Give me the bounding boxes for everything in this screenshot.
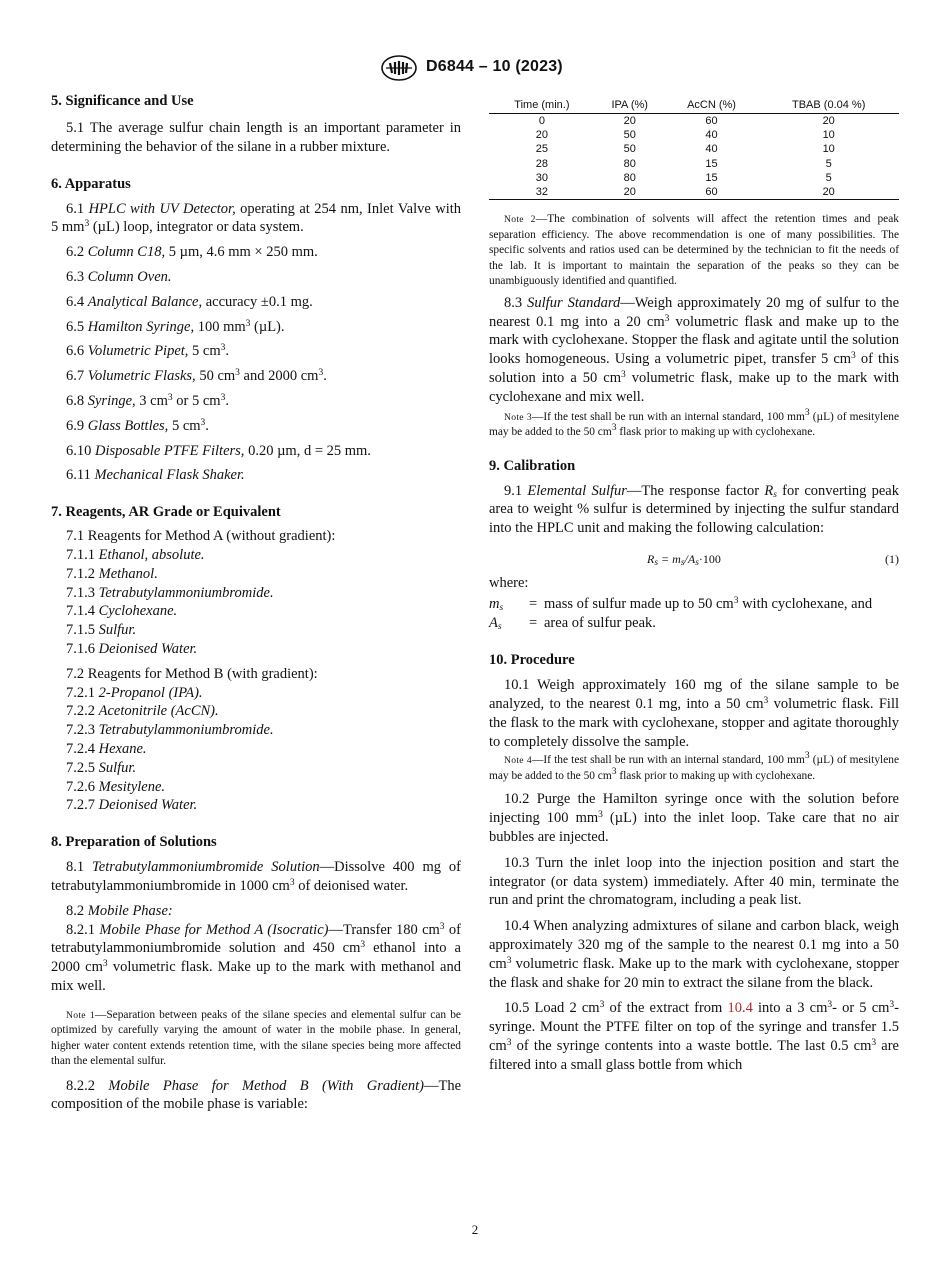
list-item: 7.2.7 Deionised Water. xyxy=(66,797,198,814)
table-cell: 32 xyxy=(489,185,595,200)
table-cell: 50 xyxy=(623,129,636,142)
paragraph-5-1: 5.1 The average sulfur chain length is an important parameter in determining the behavior of the silane in a rubber mixture. xyxy=(51,120,461,155)
table-cell: 30 xyxy=(535,171,549,184)
table-cell: 40 xyxy=(705,143,718,156)
table-cell: 0 xyxy=(538,115,545,127)
method-a-reagent-list xyxy=(51,546,461,659)
right-column xyxy=(489,92,899,1075)
table-cell: 15 xyxy=(705,171,718,184)
table-header-row xyxy=(489,99,899,114)
table-cell: 15 xyxy=(705,157,718,170)
list-item: 7.1.4 Cyclohexane. xyxy=(66,603,178,620)
table-cell: 20 xyxy=(758,185,899,200)
where-label: where: xyxy=(489,574,529,591)
item-6-11: 6.11 Mechanical Flask Shaker. xyxy=(66,467,245,484)
page-header xyxy=(0,54,950,84)
note-4: Note 4—If the test shall be run with an internal standard, 100 $mm^3$ (µL) of mesitylene may be added to the 50 $cm^3$ flask prior to making up with cyclohexane. xyxy=(489,751,899,782)
list-item: 7.1.5 Sulfur. xyxy=(66,622,137,639)
list-item: 7.1.1 Ethanol, absolute. xyxy=(66,546,205,563)
table-cell: 80 xyxy=(623,157,636,170)
left-column xyxy=(51,92,461,1114)
list-item: 7.1.6 Deionised Water. xyxy=(66,640,198,657)
paragraph-9-1: 9.1 Elemental Sulfur—The response factor $R_s$ for converting peak area to weight % sulfur is determined by injecting the sulfur standard into the HPLC unit and making the following calculation: xyxy=(489,482,899,537)
item-6-9: 6.9 Glass Bottles, 5 $cm^3$. xyxy=(66,417,209,434)
table-cell: 20 xyxy=(595,185,665,200)
item-6-4: 6.4 Analytical Balance, accuracy ±0.1 mg. xyxy=(66,293,313,310)
method-b-reagent-list xyxy=(51,684,461,816)
paragraph-8-2-2: 8.2.2 Mobile Phase for Method B (With Gradient)—The composition of the mobile phase is variable: xyxy=(51,1077,462,1113)
paragraph-10-4: 10.4 When analyzing admixtures of silane and carbon black, weigh approximately 320 mg of the sample to the nearest 0.1 mg into a 50 $cm^3$ volumetric flask. Make up to the mark with cyclohexane, stopper the flask and shake for 20 min to extract the silane from the black. xyxy=(489,918,899,991)
table-cell: 20 xyxy=(623,115,636,127)
table-row xyxy=(489,171,899,185)
table-cell: 10 xyxy=(822,129,835,142)
document-id: D6844 – 10 (2023) xyxy=(426,58,563,75)
equation-number: (1) xyxy=(885,551,899,566)
table-cell: 60 xyxy=(705,115,718,127)
table-cell: 80 xyxy=(623,171,636,184)
table-row xyxy=(489,157,899,171)
table-cell: 20 xyxy=(535,129,549,142)
definition-ms: $m_s$ = mass of sulfur made up to 50 $cm^3$ with cyclohexane, and xyxy=(489,595,873,613)
list-item: 7.2.1 2-Propanol (IPA). xyxy=(66,684,203,701)
list-item: 7.1.3 Tetrabutylammoniumbromide. xyxy=(66,584,274,601)
column-header: IPA (%) xyxy=(595,99,665,114)
list-item: 7.2.4 Hexane. xyxy=(66,740,147,757)
table-row xyxy=(489,128,899,142)
paragraph-8-3: 8.3 Sulfur Standard—Weigh approximately 20 mg of sulfur to the nearest 0.1 mg into a 20 $cm^3$ volumetric flask and make up to the mark with cyclohexane. Stopper the flask and agitate until the solution looks homogeneous. Using a volumetric pipet, transfer 5 $cm^3$ of this solution into a 50 $cm^3$ volumetric flask, make up to the mark with cyclohexane and mix well. xyxy=(489,294,900,405)
paragraph-10-3: 10.3 Turn the inlet loop into the injection position and start the integrator (or data system) immediately. After 40 min, terminate the run and print the chromatogram, including a peak list. xyxy=(489,854,899,909)
page-number: 2 xyxy=(471,1222,479,1237)
paragraph-8-2: 8.2 Mobile Phase: xyxy=(66,902,173,919)
table-cell: 50 xyxy=(623,143,636,156)
equation-1 xyxy=(489,548,899,572)
list-item: 7.2.3 Tetrabutylammoniumbromide. xyxy=(66,722,274,739)
table-cell: 28 xyxy=(535,157,549,170)
paragraph-10-5: 10.5 Load 2 $cm^3$ of the extract from 10.4 into a 3 $cm^3-$ or 5 $cm^3$-syringe. Mount the PTFE filter on top of the syringe and transfer 1.5 $cm^3$ of the syringe contents into a waste bottle. The last 0.5 $cm^3$ are filtered into a small glass bottle from which xyxy=(489,1000,899,1073)
table-row xyxy=(489,142,899,156)
section-9-heading: 9. Calibration xyxy=(489,457,576,474)
equation-body: $R_s = m_s/A_s\cdot 100$ xyxy=(647,551,721,568)
paragraph-8-1: 8.1 Tetrabutylammoniumbromide Solution—Dissolve 400 mg of tetrabutylammoniumbromide in 1000 $cm^3$ of deionised water. xyxy=(51,859,461,894)
table-cell: 10 xyxy=(822,143,835,156)
paragraph-10-1: 10.1 Weigh approximately 160 mg of the silane sample to be analyzed, to the nearest 0.1 mg, into a 50 $cm^3$ volumetric flask. Fill the flask to the mark with cyclohexane, stopper and agitate thoroughly to completely dissolve the sample. xyxy=(489,677,900,750)
item-6-3: 6.3 Column Oven. xyxy=(66,268,172,285)
table-cell: 40 xyxy=(705,129,718,142)
note-3: Note 3—If the test shall be run with an internal standard, 100 $mm^3$ (µL) of mesitylene may be added to the 50 $cm^3$ flask prior to making up with cyclohexane. xyxy=(489,407,899,438)
item-6-2: 6.2 Column C18, 5 µm, 4.6 mm × 250 mm. xyxy=(66,244,318,261)
astm-logo-icon xyxy=(380,54,418,82)
section-10-4-link[interactable]: 10.4 xyxy=(727,1000,753,1017)
list-item: 7.2.5 Sulfur. xyxy=(66,759,137,776)
paragraph-10-2: 10.2 Purge the Hamilton syringe once with the solution before injecting 100 $mm^3$ (µL) into the inlet loop. Take care that no air bubbles are injected. xyxy=(489,791,899,846)
table-row xyxy=(489,185,899,200)
column-header: AcCN (%) xyxy=(665,99,759,114)
subsection-7-1-title: 7.1 Reagents for Method A (without gradient): xyxy=(66,528,336,545)
table-cell: 20 xyxy=(822,115,835,127)
paragraph-6-1: 6.1 HPLC with UV Detector, operating at 254 nm, Inlet Valve with 5 $mm^3$ (µL) loop, integrator or data system. xyxy=(51,200,462,236)
table-cell: 25 xyxy=(535,143,549,156)
item-6-10: 6.10 Disposable PTFE Filters, 0.20 µm, d = 25 mm. xyxy=(66,442,371,459)
table-row xyxy=(489,114,899,129)
paragraph-8-2-1: 8.2.1 Mobile Phase for Method A (Isocratic)—Transfer 180 $cm^3$ of tetrabutylammoniumbromide solution and 450 $cm^3$ ethanol into a 2000 $cm^3$ volumetric flask. Make up to the mark with methanol and mix well. xyxy=(51,921,461,994)
item-6-7: 6.7 Volumetric Flasks, 50 $cm^3$ and 2000 $cm^3$. xyxy=(66,368,327,385)
table-cell: 5 xyxy=(825,171,832,184)
note-1: Note 1—Separation between peaks of the silane species and elemental sulfur can be optimized by carefully varying the amount of water in the mobile phase. In general, higher water content extends retention time, with the silane species being more affected than the elemental sulfur. xyxy=(51,1008,461,1068)
definition-as: $A_s$ = area of sulfur peak. xyxy=(489,615,656,633)
note-2: Note 2—The combination of solvents will affect the retention times and peak separation efficiency. The above recommendation is one of many possibilities. The specific solvents and ratios used can be determined by the technician to fit the needs of the lab. It is important to maintain the separation of the peaks so they can be unambiguously identified and quantified. xyxy=(489,213,899,288)
mobile-phase-gradient-table xyxy=(489,99,899,200)
item-6-8: 6.8 Syringe, 3 $cm^3$ or 5 $cm^3$. xyxy=(66,392,229,409)
table-cell: 5 xyxy=(825,157,832,170)
section-5-heading: 5. Significance and Use xyxy=(51,93,194,109)
subsection-7-2-title: 7.2 Reagents for Method B (with gradient): xyxy=(66,665,318,682)
section-6-heading: 6. Apparatus xyxy=(51,175,131,192)
list-item: 7.1.2 Methanol. xyxy=(66,565,158,582)
table-cell: 60 xyxy=(665,185,759,200)
list-item: 7.2.6 Mesitylene. xyxy=(66,778,166,795)
item-6-6: 6.6 Volumetric Pipet, 5 $cm^3$. xyxy=(66,343,230,360)
section-8-heading: 8. Preparation of Solutions xyxy=(51,834,217,851)
list-item: 7.2.2 Acetonitrile (AcCN). xyxy=(66,703,219,720)
column-header: Time (min.) xyxy=(489,99,595,114)
column-header: TBAB (0.04 %) xyxy=(758,99,899,114)
item-6-5: 6.5 Hamilton Syringe, 100 $mm^3$ (µL). xyxy=(66,318,285,335)
section-10-heading: 10. Procedure xyxy=(489,652,575,669)
section-7-heading: 7. Reagents, AR Grade or Equivalent xyxy=(51,504,281,521)
